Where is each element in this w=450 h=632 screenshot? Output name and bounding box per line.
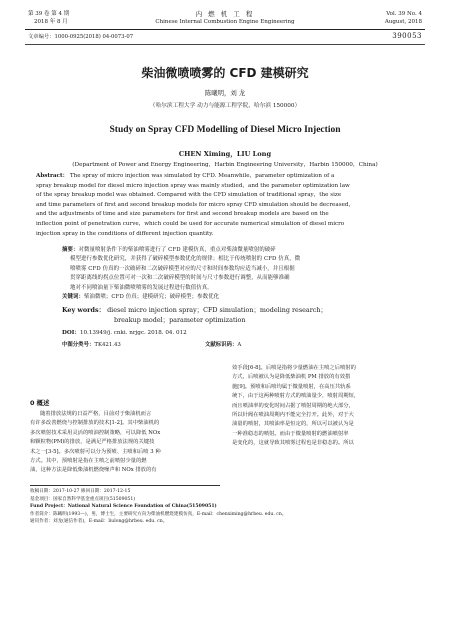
authors-en: CHEN Ximing，LIU Long <box>178 150 272 158</box>
body-line: 有许多改善燃烧与控制排放的技术[1-2]。其中柴油机的 <box>30 420 160 427</box>
abstract-cn-line: 摘要：对微量喷射条件下的柴油喷雾进行了 CFD 建模仿真，重点对柴油微量喷射的破碎 <box>62 247 276 253</box>
header-right <box>385 10 422 26</box>
body-line: 术之一[3-5]。多次喷射可以分为预喷、主喷和后喷 3 种 <box>30 448 161 455</box>
affiliation-cn: （哈尔滨工程大学 动力与能源工程学院，哈尔滨 150000） <box>149 103 301 109</box>
article-number: 文章编号：1000-0925(2018) 04-0073-07 <box>28 34 134 40</box>
article-rule <box>25 44 425 45</box>
body-line: 效手段[6-8]。后喷是指将少量燃油在主喷之后喷射的 <box>232 365 356 371</box>
abstract-en-line: of the spray breakup model was obtained. Compared with the CFD simulation of traditional spray，the size <box>36 192 342 199</box>
abstract-cn-line: 喷喷雾 CFD 仿真的一次破碎和二次破碎模型对应的尺寸和时间参数均应适当减小，并且根据 <box>70 265 295 272</box>
abstract-cn-label: 摘要： <box>62 247 79 253</box>
abstract-en-label: Abstract： <box>36 173 69 179</box>
body-line: 油量的喷射，其喷油率是恒定的，所以可以被认为是 <box>232 421 354 428</box>
abstract-cn-line: 贯穿距离线的拐点位置可对一次和二次破碎模型的时间与尺寸参数进行调整，从而能够准确 <box>70 275 290 282</box>
abstract-en <box>36 172 414 239</box>
classification-number <box>62 340 121 348</box>
header-left <box>28 10 69 26</box>
keywords-cn <box>62 293 402 302</box>
volume-cn: 第 39 卷 第 4 期 <box>28 11 70 17</box>
footnote-corresponding: 通讯作者：刘龙(通信作者)，E-mail：liulong@hrbeu. edu. cn。 <box>30 519 168 525</box>
doc-code-label: 文献标识码： <box>205 342 238 348</box>
body-line: 多次喷射技术采用灵活的喷油控制策略，可以降低 NOx <box>30 429 161 436</box>
keywords-en <box>62 305 412 325</box>
keywords-cn-label: 关键词： <box>62 294 84 300</box>
doi-label: DOI： <box>62 330 80 336</box>
doi-value: 10.13949/j. cnki. nrjgc. 2018. 04. 012 <box>79 330 187 336</box>
body-line: 统下，由于这两种喷射方式的喷油量少，喷射周期短， <box>232 393 360 400</box>
body-line: 是变化的，这就导致其喷雾过程也是非稳态的。所以 <box>232 440 354 447</box>
keywords-en-label: Key words： <box>62 306 106 314</box>
journal-name-cn: 内 燃 机 工 程 <box>195 10 255 18</box>
page-code: 390053 <box>392 32 422 40</box>
abstract-cn-line: 模型进行参数优化研究，并获得了破碎模型参数优化的规律；相比于传统喷射的 CFD 仿真，微 <box>70 256 301 263</box>
doc-code-value: A <box>237 342 242 348</box>
header-rule <box>25 29 425 30</box>
abstract-en-line: injection spray in the conditions of different injection quantity. <box>36 230 214 237</box>
date-cn: 2018 年 8 月 <box>34 19 68 25</box>
footnote-rule <box>30 485 220 486</box>
abstract-en-line: Abstract： The spray of micro injection was simulated by CFD. Meanwhile，parameter optimization of a <box>36 173 335 179</box>
section-heading: 0 概述 <box>30 399 50 407</box>
clc-label: 中图分类号： <box>62 342 95 348</box>
right-column <box>232 364 424 449</box>
footnotes <box>30 488 430 526</box>
authors-cn: 陈曦明，刘 龙 <box>204 89 246 97</box>
left-column <box>30 410 220 476</box>
body-line: 一种准稳态的喷射。而由于微量喷射的燃油喷射率 <box>232 430 349 437</box>
abstract-cn-line: 地对不同喷油量下柴油微喷喷雾的发展过程进行数值仿真。 <box>70 284 213 291</box>
body-line: 方式，后喷被认为是降低柴油机 PM 排放的有效措 <box>232 374 351 381</box>
document-code <box>205 340 241 348</box>
footnote-dates: 收稿日期：2017-10-27 修回日期：2017-12-15 <box>30 489 131 494</box>
affiliation-en: (Department of Power and Energy Engineering，Harbin Engineering University，Harbin 150000，China) <box>72 162 378 168</box>
date-en: August, 2018 <box>384 19 422 25</box>
abstract-cn <box>62 246 402 293</box>
volume-en: Vol. 39 No. 4 <box>386 11 422 17</box>
clc-value: TK421.43 <box>94 342 121 348</box>
keywords-en-line1: diesel micro injection spray；CFD simulation；modeling research； <box>107 306 327 314</box>
footnote-fund-cn: 基金项目：国家自然科学基金重点项目(51509051) <box>30 496 136 502</box>
keywords-cn-text: 柴油微喷；CFD 仿真；建模研究；破碎模型；参数优化 <box>83 294 220 300</box>
body-line: 和颗粒物(PM)的排放，是满足严格排放法规的关键技 <box>30 439 155 446</box>
body-line: 油，这种方法是降低柴油机燃烧噪声和 NOx 排放的有 <box>30 467 157 474</box>
journal-name-en: Chinese Internal Combustion Engine Engineering <box>155 19 295 25</box>
body-line: 而且喷油率的变化时间占据了喷射周期的绝大部分， <box>232 402 354 409</box>
body-line: 所以针阀在喷油周期内不能完全打开。此外，对于大 <box>232 412 354 419</box>
body-line: 施[9]。预喷和后喷均属于微量喷射，在高压共轨系 <box>232 383 351 390</box>
footnote-fund-en: Fund Project：National Natural Science Foundation of China(51509051) <box>30 504 217 510</box>
header-center <box>125 10 325 26</box>
keywords-en-line2: breakup model；parameter optimization <box>114 316 246 324</box>
body-line: 随着排放法规的日益严格，目前对于柴油机而言 <box>40 411 152 417</box>
body-line: 方式。其中，预喷射是指在主喷之前喷射少量的燃 <box>30 458 147 465</box>
footnote-author: 作者简介：陈曦明(1993—)，男，博士生，主要研究方向为柴油机燃烧建模仿真，E-mail：chenximing@hrbeu. edu. cn。 <box>30 511 287 517</box>
abstract-en-line: and time parameters of first and second breakup models for micro spray CFD simulation should be decreased， <box>36 201 355 208</box>
abstract-en-line: and the adjustments of time and size parameters for first and second breakup models are based on the <box>36 211 329 218</box>
title-en: Study on Spray CFD Modelling of Diesel Micro Injection <box>109 125 341 135</box>
doi <box>62 328 187 336</box>
title-cn: 柴油微喷喷雾的 CFD 建模研究 <box>141 66 309 80</box>
abstract-en-line: inflection point of penetration curve，which could be used for accurate numerical simulation of diesel micro <box>36 220 345 227</box>
abstract-en-line: spray breakup model for diesel micro injection spray was mainly studied，and the parameter optimization law <box>36 182 350 189</box>
